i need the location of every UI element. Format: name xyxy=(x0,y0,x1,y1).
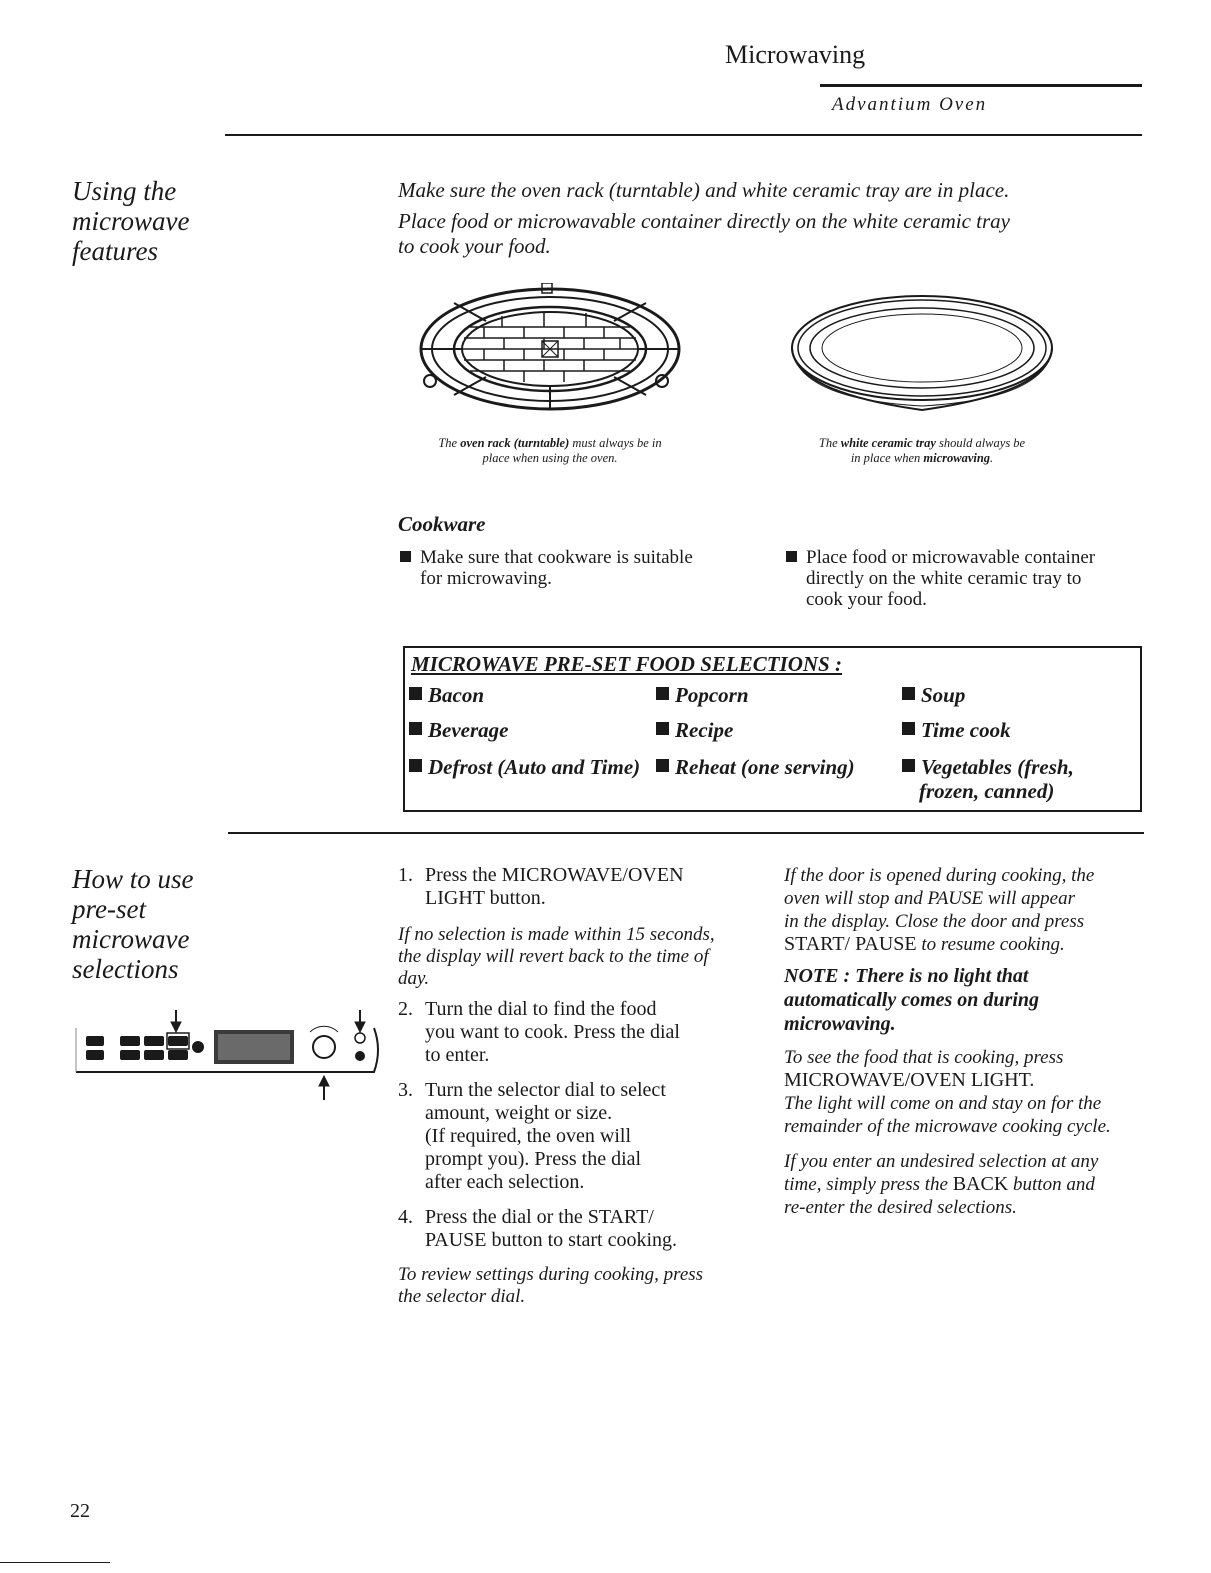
caption-bold: white ceramic tray xyxy=(840,436,936,450)
note-text: automatically comes on during xyxy=(784,989,1040,1011)
preset-selections-box xyxy=(403,646,1142,812)
step-number: 3. xyxy=(398,1079,413,1101)
preset-label: Recipe xyxy=(675,718,734,742)
cookware-bullet xyxy=(786,547,1146,610)
preset-item-beverage xyxy=(409,718,508,742)
caption-text: should always be xyxy=(935,436,1026,450)
oven-rack-illustration xyxy=(414,283,686,415)
section-heading-preset xyxy=(72,864,272,984)
note-text: the display will revert back to the time of xyxy=(398,946,709,967)
bullet-icon xyxy=(409,687,422,700)
step-4 xyxy=(398,1206,758,1252)
light-instructions xyxy=(784,1046,1154,1138)
heading-line: microwave xyxy=(72,206,190,236)
step-1 xyxy=(398,864,758,910)
light-note xyxy=(784,964,1154,1036)
step-text: (If required, the oven will xyxy=(425,1125,632,1147)
heading-line: selections xyxy=(72,954,179,984)
preset-item-recipe xyxy=(656,718,733,742)
rack-caption xyxy=(400,436,700,466)
preset-item-bacon xyxy=(409,683,484,707)
bullet-icon xyxy=(902,722,915,735)
note-text: remainder of the microwave cooking cycle. xyxy=(784,1116,1111,1137)
caption-text: must always be in xyxy=(569,436,662,450)
note-text: NOTE : There is no light that xyxy=(784,965,1029,987)
preset-box-title: MICROWAVE PRE-SET FOOD SELECTIONS : xyxy=(411,652,842,676)
control-panel-illustration xyxy=(74,1010,384,1100)
bullet-icon xyxy=(902,759,915,772)
note-text: the selector dial. xyxy=(398,1286,526,1307)
caption-bold: oven rack (turntable) xyxy=(460,436,570,450)
caption-text: place when using the oven. xyxy=(482,451,618,465)
note-text: in the display. Close the door and press xyxy=(784,911,1085,932)
timeout-note xyxy=(398,924,758,990)
caption-text: in place when xyxy=(850,451,924,465)
header-rule xyxy=(820,84,1142,87)
cookware-title: Cookware xyxy=(398,512,486,536)
step-text: amount, weight or size. xyxy=(425,1102,613,1124)
bullet-icon xyxy=(656,722,669,735)
note-text: The light will come on and stay on for the xyxy=(784,1093,1102,1114)
preset-label: Beverage xyxy=(428,718,509,742)
section-rule-middle xyxy=(228,832,1144,834)
note-text: re-enter the desired selections. xyxy=(784,1197,1017,1218)
bullet-icon xyxy=(786,551,797,562)
note-text: oven will stop and PAUSE will appear xyxy=(784,888,1075,909)
page-title: Microwaving xyxy=(725,40,866,69)
caption-text: The xyxy=(438,436,461,450)
note-text: microwaving. xyxy=(784,1013,896,1035)
section-rule-top xyxy=(225,134,1142,136)
heading-line: microwave xyxy=(72,924,190,954)
step-text: Press the dial or the START/ xyxy=(425,1206,654,1228)
note-text: To see the food that is cooking, press xyxy=(784,1047,1064,1068)
preset-item-reheat xyxy=(656,755,855,779)
preset-label-continued: frozen, canned) xyxy=(919,779,1055,803)
preset-label: Soup xyxy=(921,683,966,707)
note-text: If no selection is made within 15 seconds, xyxy=(398,924,715,945)
bullet-icon xyxy=(656,687,669,700)
door-note xyxy=(784,864,1154,956)
heading-line: How to use xyxy=(72,864,194,894)
note-text: START/ PAUSE xyxy=(784,933,917,955)
bullet-icon xyxy=(409,759,422,772)
review-note xyxy=(398,1264,758,1308)
step-number: 4. xyxy=(398,1206,413,1228)
intro-line: Place food or microwavable container directly on the white ceramic tray xyxy=(398,209,1010,233)
page-subtitle: Advantium Oven xyxy=(832,94,988,115)
note-text: If the door is opened during cooking, the xyxy=(784,865,1095,886)
step-text: LIGHT button. xyxy=(425,887,546,909)
step-text: prompt you). Press the dial xyxy=(425,1148,642,1170)
bullet-icon xyxy=(902,687,915,700)
section-heading-using xyxy=(72,176,272,266)
caption-bold: microwaving xyxy=(923,451,991,465)
heading-line: features xyxy=(72,236,158,266)
step-text: you want to cook. Press the dial xyxy=(425,1021,680,1043)
tray-caption xyxy=(772,436,1072,466)
note-text: button and xyxy=(1008,1174,1095,1195)
note-text: day. xyxy=(398,968,430,989)
instructions-column xyxy=(398,864,758,1308)
footer-rule xyxy=(0,1562,110,1563)
step-text: Turn the selector dial to select xyxy=(425,1079,666,1101)
heading-line: Using the xyxy=(72,176,177,206)
caption-text: The xyxy=(818,436,841,450)
bullet-icon xyxy=(656,759,669,772)
note-text: To review settings during cooking, press xyxy=(398,1264,704,1285)
back-instructions xyxy=(784,1150,1154,1219)
step-2 xyxy=(398,998,758,1067)
step-3 xyxy=(398,1079,758,1194)
bullet-text: cook your food. xyxy=(806,589,927,610)
note-text: BACK xyxy=(952,1173,1009,1195)
preset-label: Defrost (Auto and Time) xyxy=(428,755,641,779)
bullet-text: for microwaving. xyxy=(420,568,552,589)
preset-label: Reheat (one serving) xyxy=(675,755,855,779)
preset-label: Popcorn xyxy=(675,683,749,707)
note-text: time, simply press the xyxy=(784,1174,953,1195)
step-text: Turn the dial to find the food xyxy=(425,998,657,1020)
preset-label: Bacon xyxy=(428,683,485,707)
preset-item-soup xyxy=(902,683,965,707)
ceramic-tray-illustration xyxy=(786,292,1058,416)
preset-label: Vegetables (fresh, xyxy=(921,755,1074,779)
preset-label: Time cook xyxy=(921,718,1011,742)
bullet-icon xyxy=(400,551,411,562)
page-number: 22 xyxy=(70,1500,90,1522)
note-text: to resume cooking. xyxy=(916,934,1065,955)
preset-item-popcorn xyxy=(656,683,749,707)
intro-line: Make sure the oven rack (turntable) and white ceramic tray are in place. xyxy=(398,178,1010,202)
cookware-bullet xyxy=(400,547,760,589)
bullet-text: Make sure that cookware is suitable xyxy=(420,547,693,568)
heading-line: pre-set xyxy=(72,894,146,924)
step-text: after each selection. xyxy=(425,1171,585,1193)
step-text: PAUSE button to start cooking. xyxy=(425,1229,678,1251)
note-text: If you enter an undesired selection at any xyxy=(784,1151,1099,1172)
preset-item-time-cook xyxy=(902,718,1011,742)
intro-line: to cook your food. xyxy=(398,234,551,258)
bullet-text: Place food or microwavable container xyxy=(806,547,1096,568)
bullet-icon xyxy=(409,722,422,735)
preset-item-vegetables xyxy=(902,755,1074,779)
note-text: MICROWAVE/OVEN LIGHT. xyxy=(784,1069,1035,1091)
step-number: 2. xyxy=(398,998,413,1020)
step-text: to enter. xyxy=(425,1044,490,1066)
preset-item-defrost xyxy=(409,755,640,779)
notes-column xyxy=(784,864,1154,1219)
caption-text: . xyxy=(990,451,994,465)
step-number: 1. xyxy=(398,864,413,886)
bullet-text: directly on the white ceramic tray to xyxy=(806,568,1082,589)
step-text: Press the MICROWAVE/OVEN xyxy=(425,864,684,886)
